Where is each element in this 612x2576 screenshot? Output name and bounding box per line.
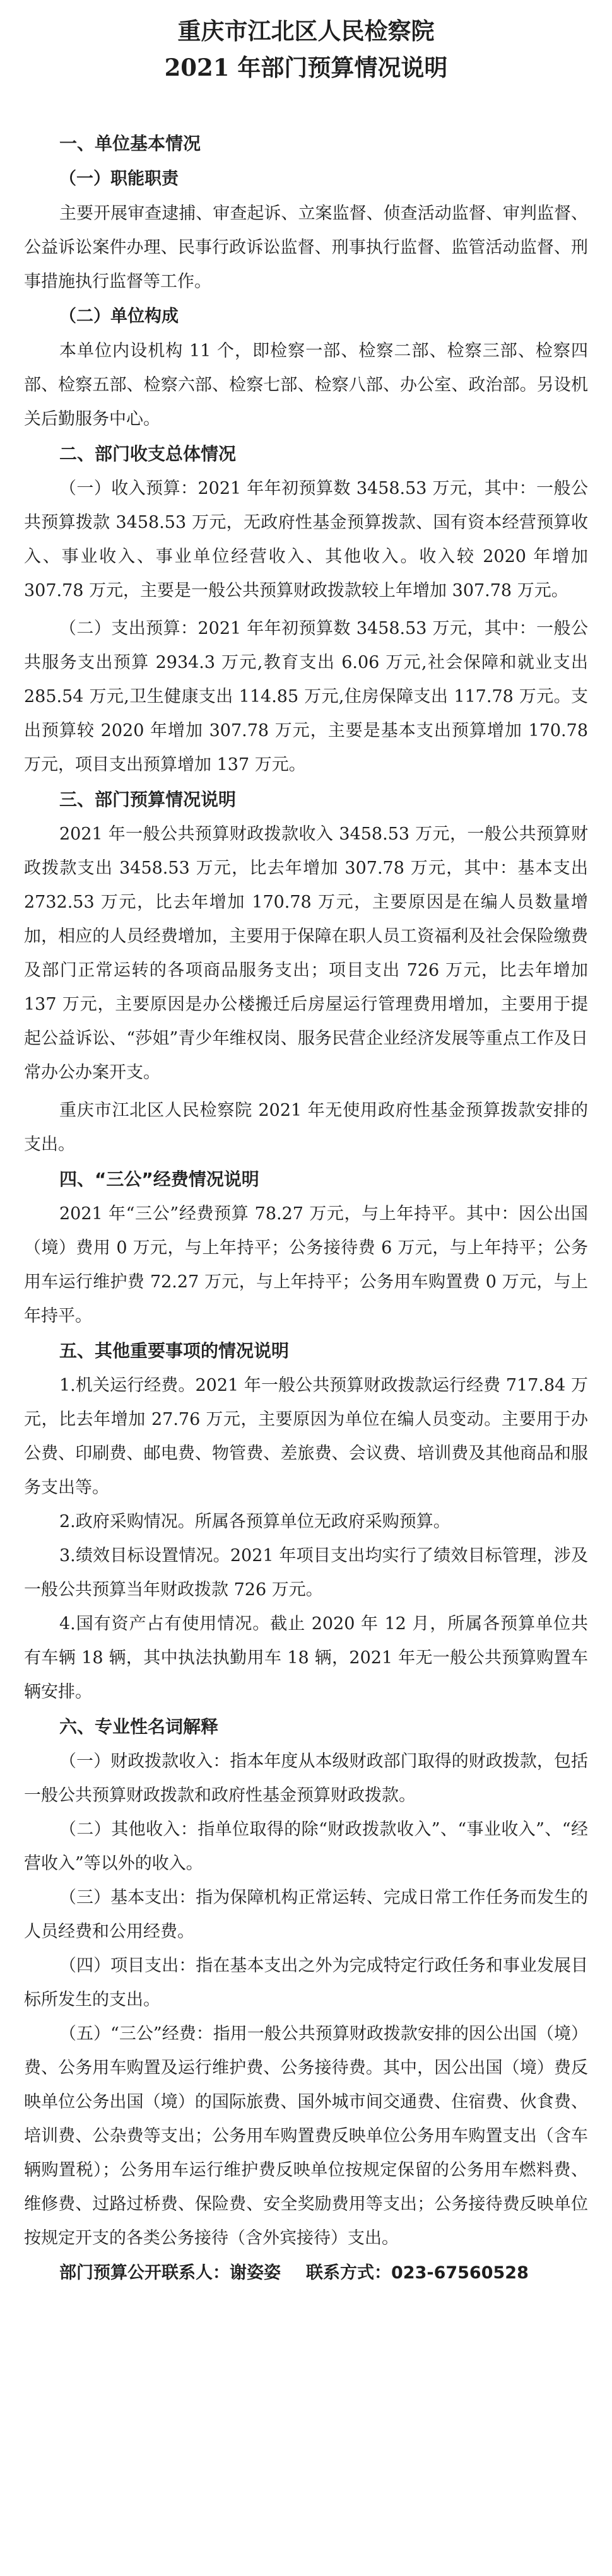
section5-assets-text: 4.国有资产占有使用情况。截止 2020 年 12 月，所属各预算单位共有车辆 18 辆，其中执法执勤用车 18 辆，2021 年无一般公共预算购置车辆安排。	[24, 1614, 588, 1702]
section5-performance-text: 3.绩效目标设置情况。2021 年项目支出均实行了绩效目标管理，涉及一般公共预算当年财政拨款 726 万元。	[24, 1546, 588, 1600]
glossary-project-expenditure: （四）项目支出：指在基本支出之外为完成特定行政任务和事业发展目标所发生的支出。	[24, 1956, 588, 2010]
section3-heading: 三、部门预算情况说明	[59, 789, 237, 810]
contact-person: 部门预算公开联系人：谢姿姿	[59, 2263, 281, 2283]
section2-revenue-text: （一）收入预算：2021 年年初预算数 3458.53 万元，其中：一般公共预算拨款 3458.53 万元，无政府性基金预算拨款、国有资本经营预算收入、事业收入、事业单位经营收入、其他收入。收入较 2020 年增加 307.78 万元，主要是一般公共预算财政拨款较上年增加 307.78 万元。	[24, 479, 588, 600]
section1-sub-duties: （一）职能职责	[59, 169, 179, 189]
section1-sub-structure: （二）单位构成	[59, 307, 179, 326]
glossary-basic-expenditure: （三）基本支出：指为保障机构正常运转、完成日常工作任务而发生的人员经费和公用经费。	[24, 1888, 588, 1941]
section-other-matters	[24, 1333, 588, 1709]
glossary-other-revenue: （二）其他收入：指单位取得的除“财政拨款收入”、“事业收入”、“经营收入”等以外的收入。	[24, 1820, 588, 1873]
contact-phone: 联系方式：023-67560528	[306, 2263, 529, 2283]
section1-heading: 一、单位基本情况	[59, 133, 201, 154]
section-glossary	[24, 1709, 588, 2256]
contact-line	[24, 2256, 588, 2291]
section5-operating-cost-text: 1.机关运行经费。2021 年一般公共预算财政拨款运行经费 717.84 万元，比去年增加 27.76 万元，主要原因为单位在编人员变动。主要用于办公费、印刷费、邮电费、物管费、差旅费、会议费、培训费及其他商品和服务支出等。	[24, 1376, 588, 1497]
section-basic-info	[24, 126, 588, 436]
section2-heading: 二、部门收支总体情况	[59, 443, 237, 464]
section5-heading: 五、其他重要事项的情况说明	[59, 1340, 290, 1361]
section-budget-details	[24, 782, 588, 1162]
section-revenue-expenditure	[24, 436, 588, 782]
section1-duties-text: 主要开展审查逮捕、审查起诉、立案监督、侦查活动监督、审判监督、公益诉讼案件办理、民事行政诉讼监督、刑事执行监督、监管活动监督、刑事措施执行监督等工作。	[24, 204, 588, 291]
section1-structure-text: 本单位内设机构 11 个，即检察一部、检察二部、检察三部、检察四部、检察五部、检察六部、检察七部、检察八部、办公室、政治部。另设机关后勤服务中心。	[24, 341, 588, 429]
document-title-line-1: 重庆市江北区人民检察院	[177, 17, 435, 45]
section4-heading: 四、“三公”经费情况说明	[59, 1169, 259, 1190]
section3-budget-text: 2021 年一般公共预算财政拨款收入 3458.53 万元，一般公共预算财政拨款支出 3458.53 万元，比去年增加 307.78 万元，其中：基本支出 2732.53 万元，比去年增加 170.78 万元，主要原因是在编人员数量增加，相应的人员经费增加，主要用于保障在职人员工资福利及社会保险缴费及部门正常运转的各项商品服务支出；项目支出 726 万元，比去年增加 137 万元，主要原因是办公楼搬迁后房屋运行管理费用增加，主要用于提起公益诉讼、“莎姐”青少年维权岗、服务民营企业经济发展等重点工作及日常办公办案开支。	[24, 824, 588, 1082]
document-title	[24, 13, 588, 86]
section4-expenses-text: 2021 年“三公”经费预算 78.27 万元，与上年持平。其中：因公出国（境）费用 0 万元，与上年持平；公务接待费 6 万元，与上年持平；公务用车运行维护费 72.27 万元，与上年持平；公务用车购置费 0 万元，与上年持平。	[24, 1204, 588, 1326]
glossary-fiscal-revenue: （一）财政拨款收入：指本年度从本级财政部门取得的财政拨款，包括一般公共预算财政拨款和政府性基金预算财政拨款。	[24, 1752, 588, 1805]
document-header	[24, 13, 588, 86]
section2-expenditure-text: （二）支出预算：2021 年年初预算数 3458.53 万元，其中：一般公共服务支出预算 2934.3 万元,教育支出 6.06 万元,社会保障和就业支出 285.54 万元,卫生健康支出 114.85 万元,住房保障支出 117.78 万元。支出预算较 2020 年增加 307.78 万元，主要是基本支出预算增加 170.78 万元，项目支出预算增加 137 万元。	[24, 619, 588, 775]
section-three-public-expenses	[24, 1162, 588, 1333]
section5-procurement-text: 2.政府采购情况。所属各预算单位无政府采购预算。	[59, 1512, 450, 1531]
contact-footer	[24, 2256, 588, 2291]
document-title-line-2: 2021 年部门预算情况说明	[164, 54, 448, 81]
section6-heading: 六、专业性名词解释	[59, 1716, 219, 1737]
section3-fund-text: 重庆市江北区人民检察院 2021 年无使用政府性基金预算拨款安排的支出。	[24, 1101, 588, 1154]
glossary-three-public-expenses: （五）“三公”经费：指用一般公共预算财政拨款安排的因公出国（境）费、公务用车购置及运行维护费、公务接待费。其中，因公出国（境）费反映单位公务出国（境）的国际旅费、国外城市间交通费、住宿费、伙食费、培训费、公杂费等支出；公务用车购置费反映单位公务用车购置支出（含车辆购置税）；公务用车运行维护费反映单位按规定保留的公务用车燃料费、维修费、过路过桥费、保险费、安全奖励费用等支出；公务接待费反映单位按规定开支的各类公务接待（含外宾接待）支出。	[24, 2024, 588, 2248]
